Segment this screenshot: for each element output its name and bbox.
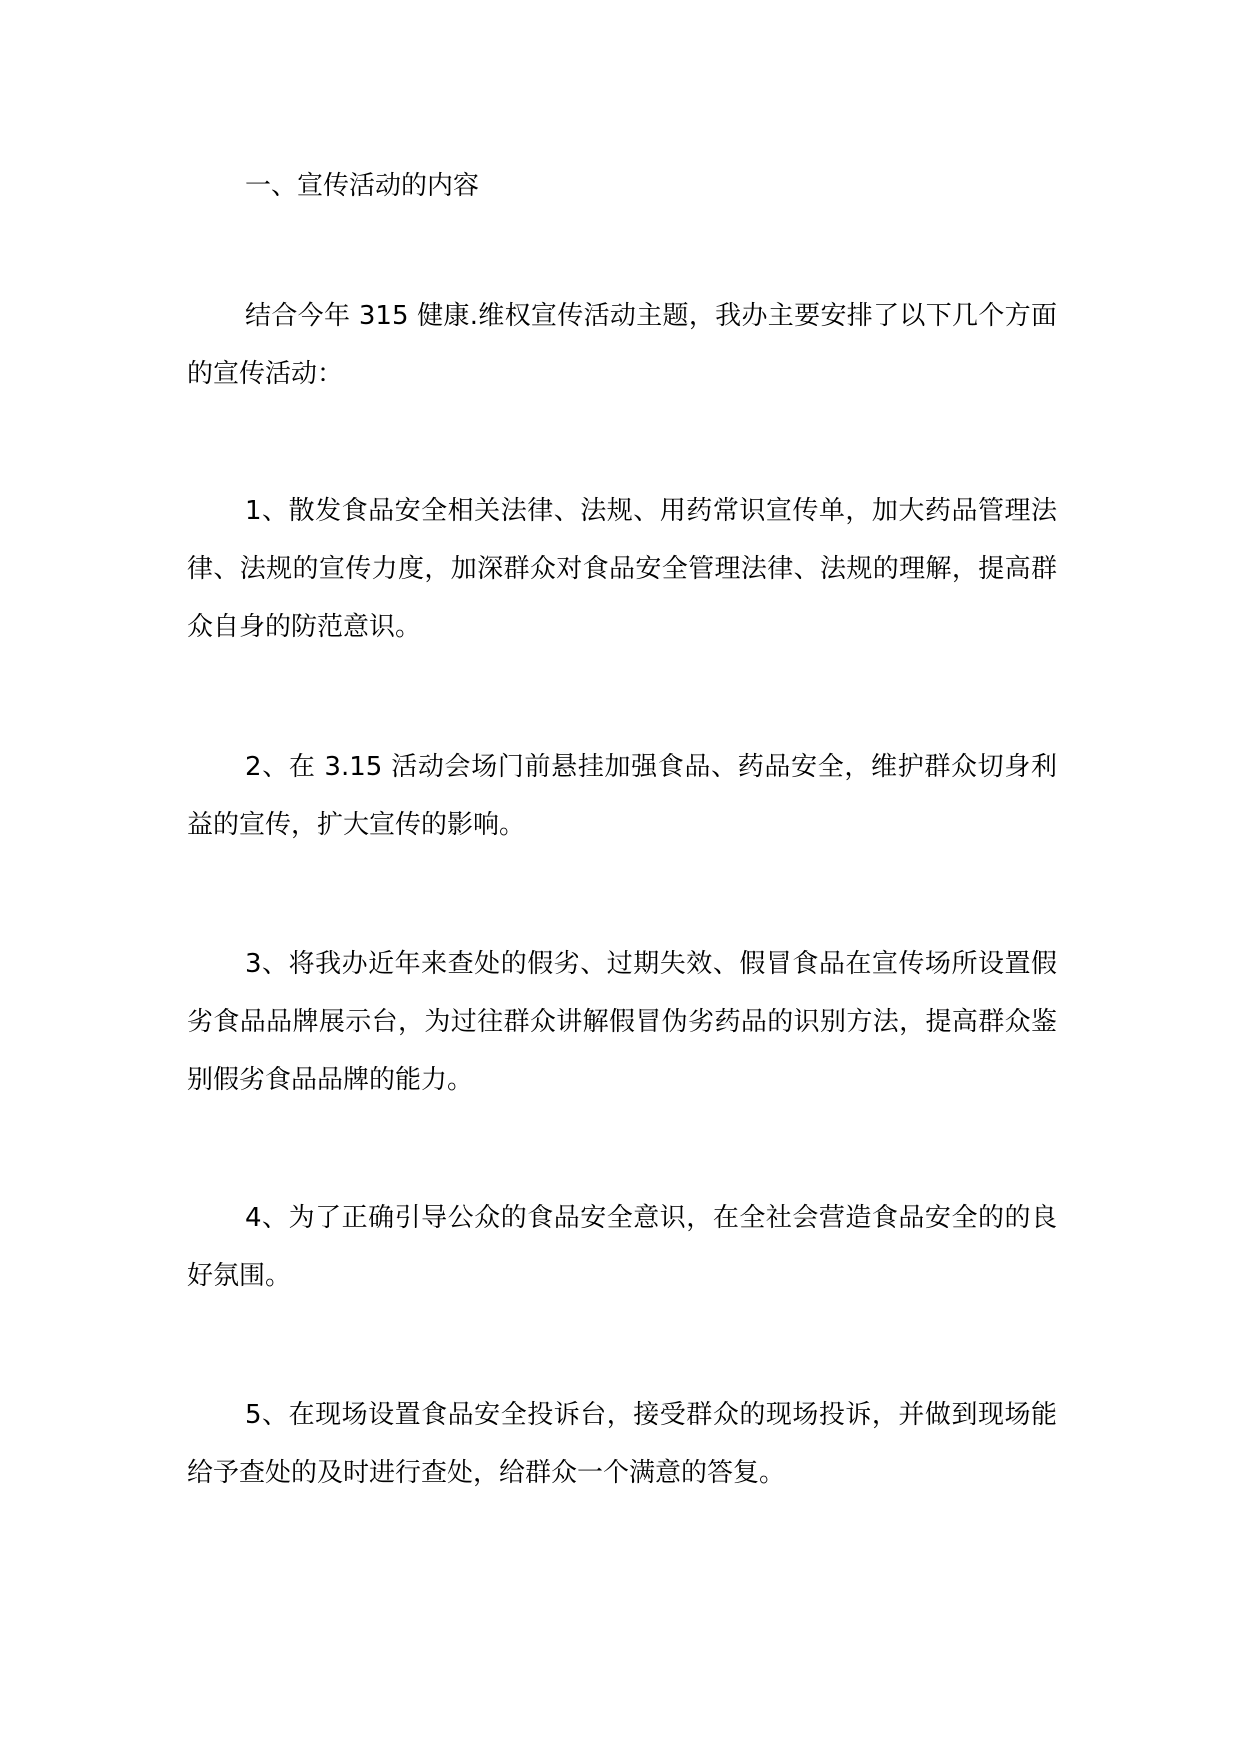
list-item-4: 4、为了正确引导公众的食品安全意识，在全社会营造食品安全的的良好氛围。 xyxy=(187,1203,1057,1291)
list-item-2: 2、在 3.15 活动会场门前悬挂加强食品、药品安全，维护群众切身利益的宣传，扩大宣传的影响。 xyxy=(187,752,1057,840)
section-heading: 一、宣传活动的内容 xyxy=(245,171,480,201)
list-item-3: 3、将我办近年来查处的假劣、过期失效、假冒食品在宣传场所设置假劣食品品牌展示台，为过往群众讲解假冒伪劣药品的识别方法，提高群众鉴别假劣食品品牌的能力。 xyxy=(187,949,1057,1095)
intro-paragraph: 结合今年 315 健康.维权宣传活动主题，我办主要安排了以下几个方面的宣传活动： xyxy=(187,301,1057,389)
list-item-5: 5、在现场设置食品安全投诉台，接受群众的现场投诉，并做到现场能给予查处的及时进行查处，给群众一个满意的答复。 xyxy=(187,1400,1057,1488)
list-item-1: 1、散发食品安全相关法律、法规、用药常识宣传单，加大药品管理法律、法规的宣传力度，加深群众对食品安全管理法律、法规的理解，提高群众自身的防范意识。 xyxy=(187,496,1057,642)
